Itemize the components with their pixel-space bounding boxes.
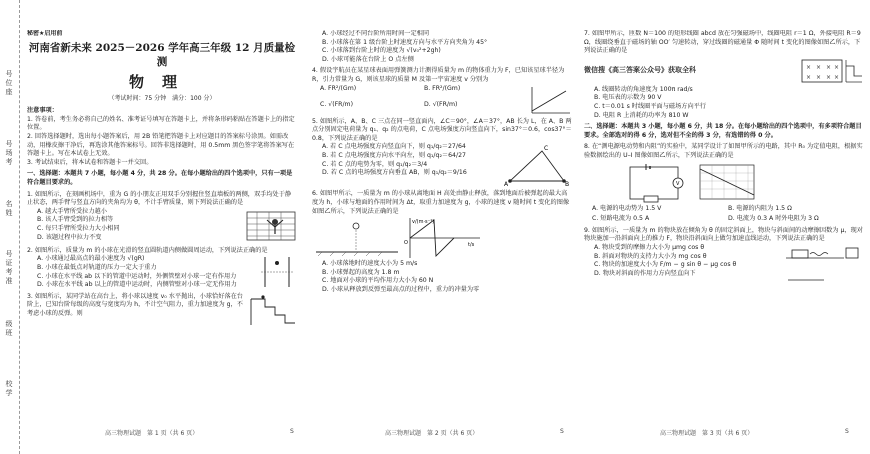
option-a: A. 越大手臂所受拉力越小 <box>37 207 107 215</box>
option-c: C. 若 C 点的电势为零，则 q₁/q₂＝3/4 <box>322 160 428 168</box>
watermark-text: 微信搜《高三答案公众号》获取全科 <box>584 66 696 75</box>
question-stem: 7. 如图甲所示，匝数 N＝100 的矩形线圈 abcd 放在匀强磁场中，线圈电阻 r＝1 Ω，外接电阻 R＝9 Ω，线圈绕垂直于磁场的轴 OO′ 匀速转动，穿过线圈的磁通量 Φ 随时间 t 变化的图像如图乙所示，下列说法正确的是 <box>584 30 861 55</box>
svg-text:×: × <box>816 63 822 71</box>
option-a: A. 物块受到的摩擦力大小为 μmg cos θ <box>594 243 705 251</box>
option-c: C. t＝0.01 s 时线圈平面与磁场方向平行 <box>594 102 707 110</box>
q4-graph-figure <box>528 85 572 115</box>
ui-graph-figure <box>692 161 758 205</box>
question-1 <box>27 191 297 244</box>
svg-text:×: × <box>834 63 840 71</box>
question-2 <box>27 247 297 290</box>
option-c: C. 短路电流为 0.5 A <box>592 215 650 223</box>
climbing-wall-figure <box>245 208 297 244</box>
question-5 <box>312 118 572 188</box>
point-c-label: C <box>544 145 549 153</box>
page1-footer: 高三物理试题 第 1 页（共 6 页） <box>105 430 199 437</box>
origin-label: O <box>404 240 408 247</box>
ball-drop-figure <box>312 216 402 256</box>
circular-track-figure <box>257 255 297 289</box>
point-a-label: A <box>504 181 509 188</box>
secret-tag: 秘密★启用前 <box>27 30 63 37</box>
page3-footer-mark: S <box>845 428 849 435</box>
incline-figure <box>784 244 864 284</box>
question-stem: 1. 如图所示，在刻画机场中，重为 G 的小朋友正用双手分别握住竖直墙板的两侧，双手均处于静止状态，两手臂与竖直方向的夹角均为 θ，不计手臂质量，则下列说法正确的是 <box>27 190 292 207</box>
question-stem: 4. 假设宇航员在某星球表面用弹簧测力计测得质量为 m 的物体重力为 F，已知该星球半径为 R，引力常量为 G，则该星球的质量 M 及第一宇宙速度 v 分别为 <box>312 67 565 83</box>
question-4 <box>312 67 572 114</box>
option-b: B. 电压表的示数为 90 V <box>594 94 662 102</box>
option-b: B. 若 C 点电场强度方向水平向左，则 q₁/q₂＝64/27 <box>322 151 466 159</box>
q3-option-c: C. 小球落到台阶上时的速度为 √(v₀²+2gh) <box>322 47 441 55</box>
q3-option-d: D. 小球可能落在台阶上 O 点左侧 <box>322 55 414 63</box>
question-8 <box>584 143 864 223</box>
option-d: D. 小球在水平线 ab 以上的管道中运动时，内侧管壁对小球一定无作用力 <box>37 281 237 289</box>
t-axis-label: t/s <box>468 242 475 249</box>
option-b: B. 小球弹起的高度为 1.8 m <box>322 268 400 276</box>
svg-text:×: × <box>816 73 822 81</box>
option-a: A. 电源的电动势为 1.5 V <box>592 204 662 212</box>
option-a: A. 小球落地时的速度大小为 5 m/s <box>322 260 418 268</box>
option-b: B. 该人手臂受到的拉力相等 <box>37 216 114 224</box>
section2-heading: 二、选择题：本题共 3 小题，每小题 6 分，共 18 分。在每小题给出的四个选项中，有多项符合题目要求。全部选对的得 6 分，选对但不全的得 3 分，有选错的得 0 分。 <box>584 123 862 139</box>
q3-option-b: B. 小球落在第 1 级台阶上时速度方向与水平方向夹角为 45° <box>322 38 488 46</box>
triangle-charges-figure <box>502 143 572 187</box>
question-6 <box>312 190 572 294</box>
binding-field-class: 级班 <box>5 320 13 337</box>
option-c: C. 每只手臂所受拉力大小相同 <box>37 224 120 232</box>
binding-field-room: 号场考 <box>5 140 13 166</box>
exam-page-2 <box>312 30 572 430</box>
question-stem: 2. 如图所示，质量为 m 的小球在光滑的竖直圆轨道内侧做圆周运动，下列说法正确的是 <box>27 246 268 254</box>
svg-text:×: × <box>806 73 812 81</box>
question-7 <box>584 30 864 120</box>
question-3 <box>27 293 297 327</box>
question-9 <box>584 227 864 284</box>
option-a: A. 线圈转动的角速度为 100π rad/s <box>594 85 693 93</box>
svg-text:×: × <box>826 73 832 81</box>
question-stem: 8. 在“测电源电动势和内阻”的实验中，某同学设计了如图甲所示的电路，其中 R₀ 为定值电阻，根据实验数据绘出的 U–I 图像如图乙所示，下列说法正确的是 <box>584 143 863 159</box>
exam-title: 河南省新未来 2025－2026 学年高三年级 12 月质量检测 <box>28 41 296 68</box>
option-d: D. 电流为 0.3 A 时外电阻为 3 Ω <box>728 215 819 223</box>
page2-footer-mark: S <box>560 428 564 435</box>
exam-page-3 <box>584 30 864 430</box>
page2-footer: 高三物理试题 第 2 页（共 6 页） <box>385 430 479 437</box>
binding-field-seat: 号位座 <box>5 70 13 96</box>
option-d: D. 若 C 点的电场强度方向垂直 AB，则 q₁/q₂＝9/16 <box>322 169 467 177</box>
page1-footer-mark: S <box>290 428 294 435</box>
note-item: 1. 答卷前，考生务必将自己的姓名、准考证号填写在答题卡上，并将条形码粘贴在答题卡上的指定位置。 <box>27 115 295 132</box>
subject-title: 物理 <box>128 72 195 91</box>
coil-field-figure <box>798 56 864 86</box>
page3-footer: 高三物理试题 第 3 页（共 6 页） <box>660 430 754 437</box>
circuit-figure <box>624 161 684 205</box>
svg-text:×: × <box>806 63 812 71</box>
option-d: D. 小球从释放到反弹至最高点的过程中，重力的冲量为零 <box>322 285 480 293</box>
question-stem: 9. 如图所示，一质量为 m 的物块放在倾角为 θ 的固定斜面上，物块与斜面间的动摩擦因数为 μ，现对物块施加一沿斜面向上的推力 F，物块沿斜面向上做匀加速直线运动，下列说法正确的是 <box>584 226 863 243</box>
binding-field-ticket: 号证考准 <box>5 250 13 285</box>
option-c: C. 地面对小球的平均作用力大小为 60 N <box>322 277 434 285</box>
question-stem: 5. 如图所示，A、B、C 三点在同一竖直面内，∠C＝90°，∠A＝37°，AB 长为 L，在 A、B 两点分别固定电荷量为 q₁、q₂ 的点电荷，C 点电场强度方向竖直向下，sin37°＝0.6，cos37°＝0.8，下列说法正确的是 <box>312 117 572 142</box>
option-c: C. √(FR/m) <box>320 100 353 108</box>
option-d: D. √(FR/m) <box>424 100 458 108</box>
binding-field-name: 名姓 <box>5 200 13 217</box>
question-stem: 6. 如图甲所示，一质量为 m 的小球从离地面 H 高处由静止释放，落到地面后被弹起的最大高度为 h，小球与地面的作用时间为 Δt，取重力加速度为 g，小球的速度 v 随时间 t 变化的图像如图乙所示，下列说法正确的是 <box>312 190 570 215</box>
question-stem: 3. 如图所示，某同学站在高台上，将小球以速度 v₀ 水平抛出，小球恰好落在台阶上，已知台阶每级的高度与宽度均为 h，不计空气阻力，重力加速度为 g，不考虑小球的反弹。则 <box>27 292 243 317</box>
svg-text:×: × <box>826 63 832 71</box>
v-axis-label: v/(m·s⁻¹) <box>412 219 435 226</box>
option-b: B. 小球在最低点对轨道的压力一定大于重力 <box>37 263 157 271</box>
binding-field-school: 校学 <box>5 380 13 397</box>
svg-text:V: V <box>676 180 680 187</box>
point-b-label: B <box>565 181 570 188</box>
option-a: A. FR²/(Gm) <box>320 84 357 92</box>
option-a: A. 若 C 点电场强度方向竖直向下，则 q₁/q₂＝27/64 <box>322 143 466 151</box>
option-b: B. FR²/(Gm) <box>424 84 461 92</box>
q3-option-a: A. 小球经过不同台阶所用时间一定相同 <box>322 30 430 37</box>
option-b: B. 斜面对物块的支持力大小为 mg cos θ <box>594 252 707 260</box>
svg-text:×: × <box>834 73 840 81</box>
option-c: C. 小球在水平线 ab 以下的管道中运动时，外侧管壁对小球一定有作用力 <box>37 272 237 280</box>
option-b: B. 电源的内阻为 1.5 Ω <box>728 204 792 212</box>
note-item: 2. 回答选择题时，选出每小题答案后，用 2B 铅笔把答题卡上对应题目的答案标号涂黑。如需改动，用橡皮擦干净后，再选涂其他答案标号。回答非选择题时，用 0.5mm 黑色签字笔将答案写在答题卡上。写在本试卷上无效。 <box>27 132 295 158</box>
binding-strip <box>0 0 20 454</box>
staircase-figure <box>247 293 297 327</box>
option-d: D. 该题过程中拉力不变 <box>37 233 102 241</box>
option-d: D. 物块对斜面的作用力方向竖直向下 <box>594 269 696 277</box>
exam-info: （考试时间：75 分钟 满分：100 分） <box>108 94 216 102</box>
note-item: 3. 考试结束后，将本试卷和答题卡一并交回。 <box>27 158 153 166</box>
option-d: D. 电阻 R 上消耗的功率为 810 W <box>594 111 689 119</box>
section1-heading: 一、选择题：本题共 7 小题，每小题 4 分，共 28 分。在每小题给出的四个选项中，只有一项是符合题目要求的。 <box>27 170 293 186</box>
option-a: A. 小球通过最高点的最小速度为 √(gR) <box>37 255 145 263</box>
option-c: C. 物块的加速度大小为 F/m − g sin θ − μg cos θ <box>594 261 737 269</box>
exam-page-1 <box>27 30 297 430</box>
notes-heading: 注意事项： <box>27 107 58 115</box>
velocity-time-graph <box>402 216 482 260</box>
